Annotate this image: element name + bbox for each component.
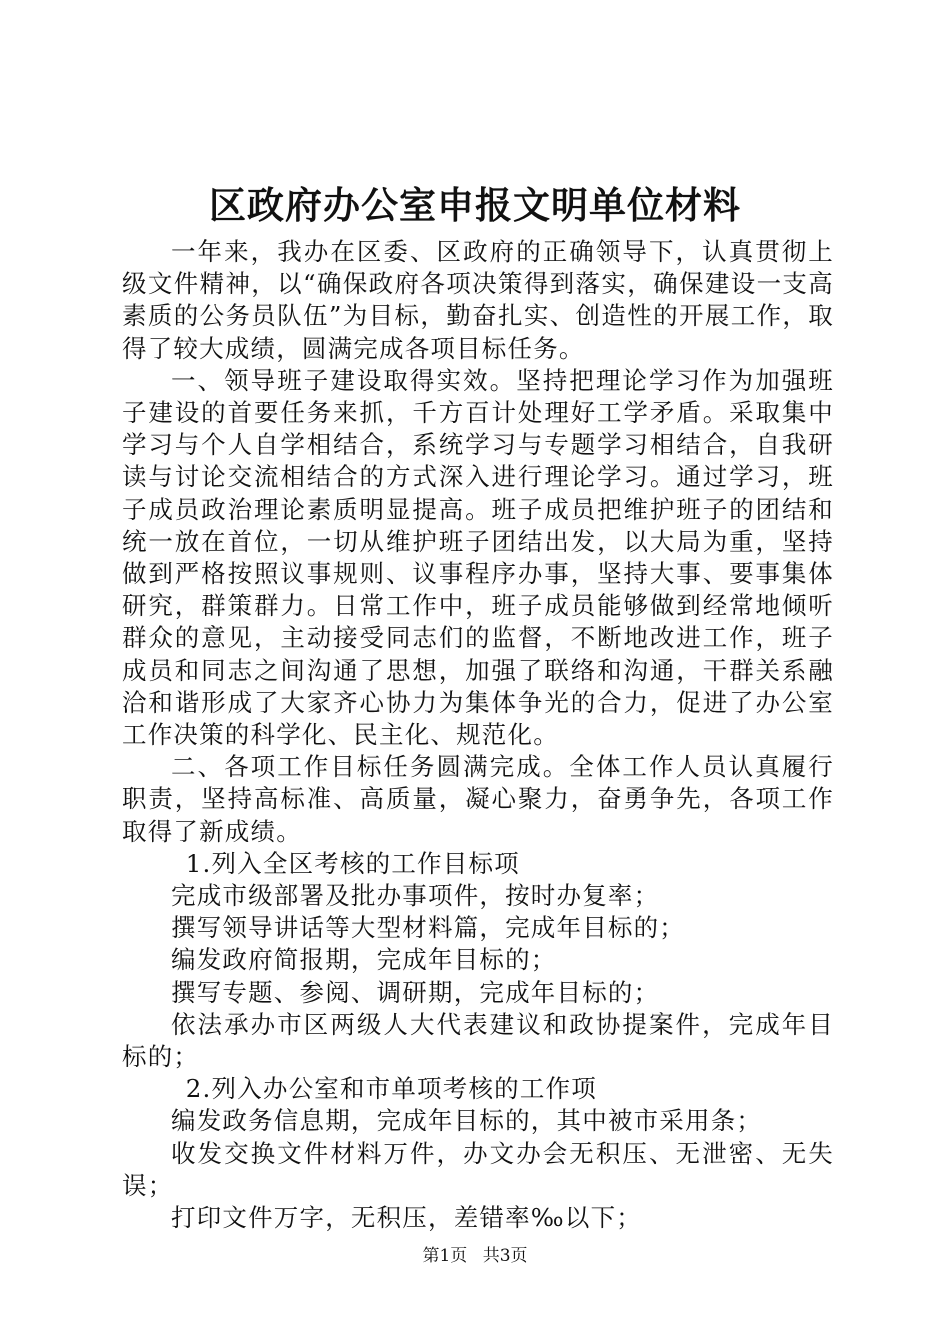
list-item: 撰写领导讲话等大型材料篇，完成年目标的； [171, 913, 685, 943]
list-item: 依法承办市区两级人大代表建议和政协提案件，完成年目标的； [122, 1009, 834, 1072]
list-item: 编发政府简报期，完成年目标的； [171, 945, 557, 975]
document-title: 区政府办公室申报文明单位材料 [209, 183, 741, 227]
list-item: 完成市级部署及批办事项件，按时办复率； [171, 881, 660, 911]
subsection-heading: 1.列入全区考核的工作目标项 [185, 848, 520, 878]
intro-paragraph: 一年来，我办在区委、区政府的正确领导下，认真贯彻上级文件精神，以“确保政府各项决策得到落实，确保建设一支高素质的公务员队伍”为目标，勤奋扎实、创造性的开展工作，取得了较大成绩，圆满完成各项目标任务。 [122, 237, 834, 363]
page-footer [0, 1244, 950, 1268]
page-number: 第1页 [422, 1246, 468, 1266]
subsection-heading: 2.列入办公室和市单项考核的工作项 [185, 1074, 597, 1104]
section-two-paragraph: 二、各项工作目标任务圆满完成。全体工作人员认真履行职责，坚持高标准、高质量，凝心聚力，奋勇争先，各项工作取得了新成绩。 [122, 752, 834, 846]
section-one-paragraph: 一、领导班子建设取得实效。坚持把理论学习作为加强班子建设的首要任务来抓，千方百计处理好工学矛盾。采取集中学习与个人自学相结合，系统学习与专题学习相结合，自我研读与讨论交流相结合的方式深入进行理论学习。通过学习，班子成员政治理论素质明显提高。班子成员把维护班子的团结和统一放在首位，一切从维护班子团结出发，以大局为重，坚持做到严格按照议事规则、议事程序办事，坚持大事、要事集体研究，群策群力。日常工作中，班子成员能够做到经常地倾听群众的意见，主动接受同志们的监督，不断地改进工作，班子成员和同志之间沟通了思想，加强了联络和沟通，干群关系融洽和谐形成了大家齐心协力为集体争光的合力，促进了办公室工作决策的科学化、民主化、规范化。 [122, 365, 834, 750]
document-body [122, 236, 834, 1234]
list-item: 编发政务信息期，完成年目标的，其中被市采用条； [171, 1106, 763, 1136]
page-total: 共3页 [482, 1246, 528, 1266]
list-item: 撰写专题、参阅、调研期，完成年目标的； [171, 977, 660, 1007]
list-item: 打印文件万字，无积压，差错率‰以下； [171, 1203, 642, 1233]
list-item: 收发交换文件材料万件，办文办会无积压、无泄密、无失误； [122, 1138, 834, 1200]
